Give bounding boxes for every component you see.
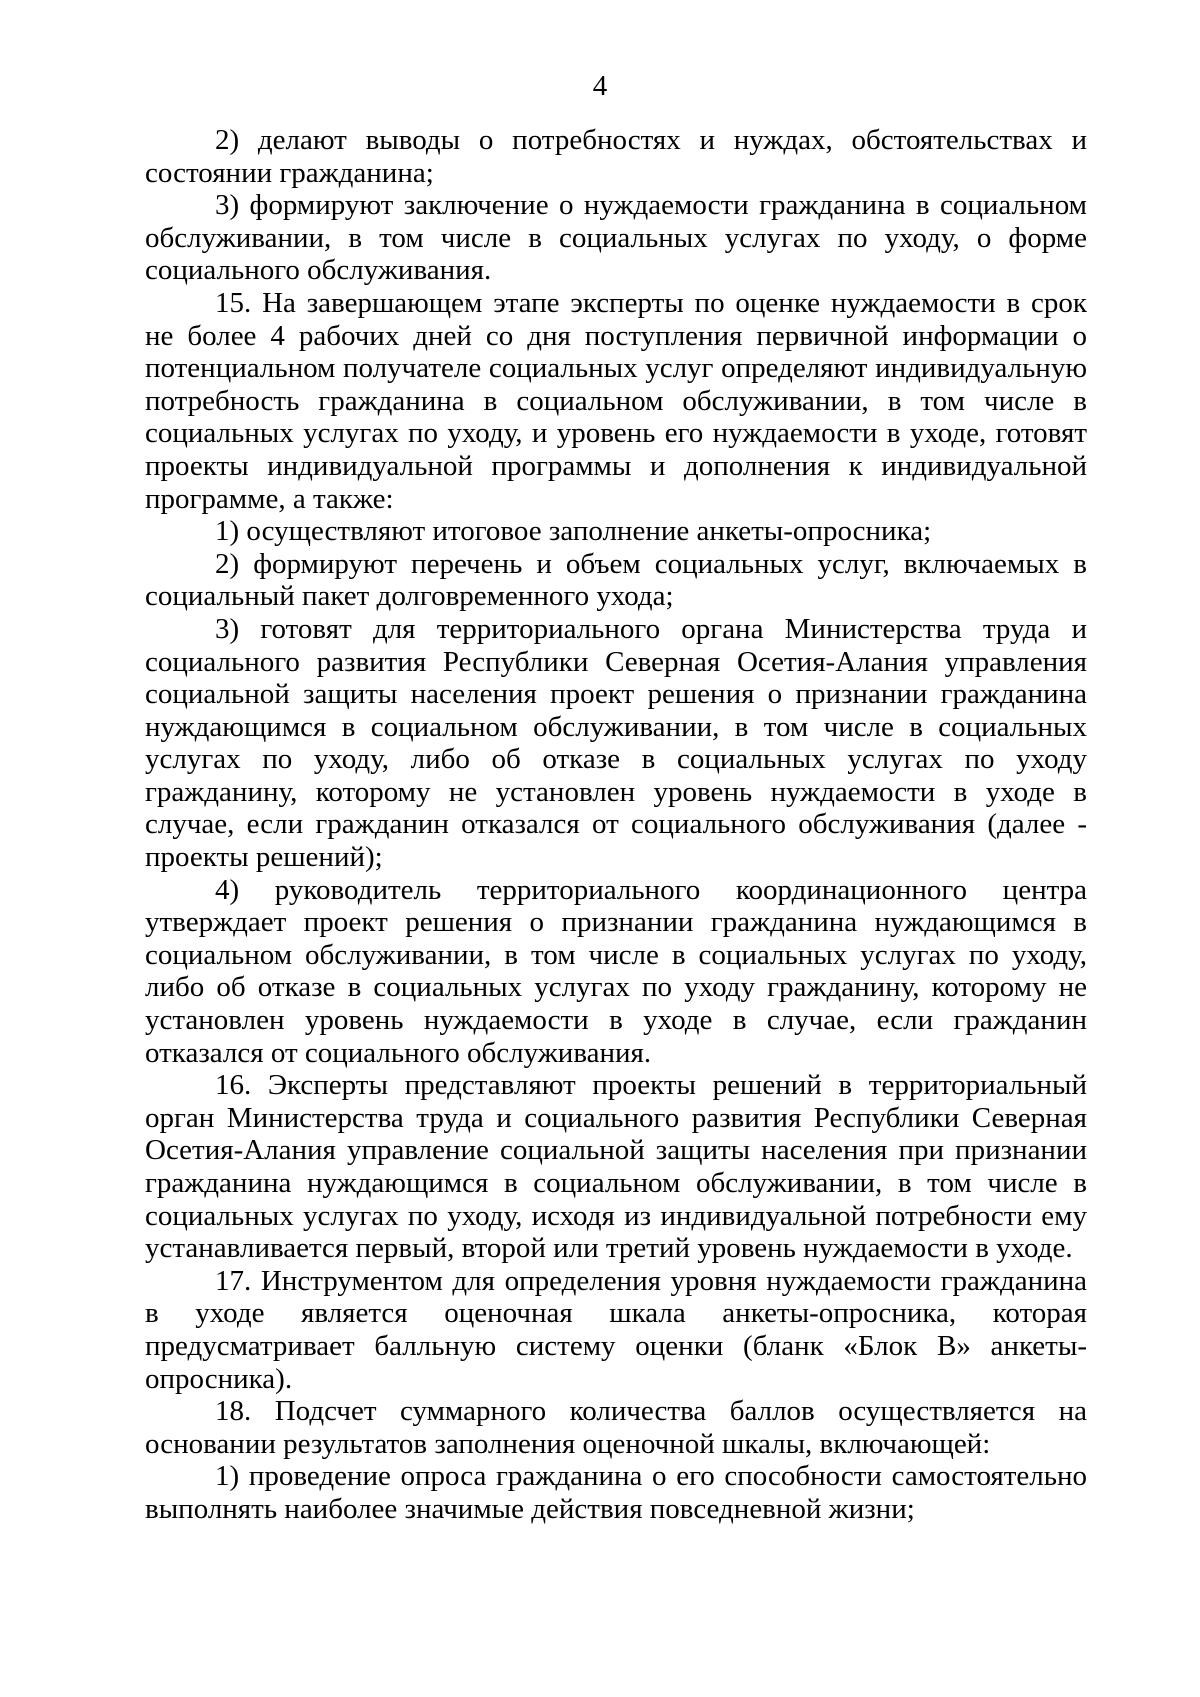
paragraph-clause-18-item-1: 1) проведение опроса гражданина о его способности самостоятельно выполнять наиболее значимые действия повседневной жизни; <box>145 1460 1087 1525</box>
page-number: 4 <box>592 70 608 102</box>
paragraph-clause-15-item-4: 4) руководитель территориального координационного центра утверждает проект решения о признании гражданина нуждающимся в социальном обслуживании, в том числе в социальных услугах по уходу, либо об отказе в социальных услугах по уходу гражданину, которому не установлен уровень нуждаемости в уходе в случае, если гражданин отказался от социального обслуживания. <box>145 873 1087 1069</box>
paragraph-clause-18: 18. Подсчет суммарного количества баллов осуществляется на основании результатов заполнения оценочной шкалы, включающей: <box>145 1395 1087 1460</box>
paragraph-clause-15-item-3: 3) готовят для территориального органа Министерства труда и социального развития Республики Северная Осетия-Алания управления социальной защиты населения проект решения о признании гражданина нуждающимся в социальном обслуживании, в том числе в социальных услугах по уходу, либо об отказе в социальных услугах по уходу гражданину, которому не установлен уровень нуждаемости в уходе в случае, если гражданин отказался от социального обслуживания (далее - проекты решений); <box>145 612 1087 874</box>
paragraph-item-3-need-conclusion: 3) формируют заключение о нуждаемости гражданина в социальном обслуживании, в том числе в социальных услугах по уходу, о форме социального обслуживания. <box>145 189 1087 287</box>
paragraph-clause-15-item-2: 2) формируют перечень и объем социальных услуг, включаемых в социальный пакет долговременного ухода; <box>145 547 1087 613</box>
paragraph-clause-17: 17. Инструментом для определения уровня нуждаемости гражданина в уходе является оценочная шкала анкеты-опросника, которая предусматривает балльную систему оценки (бланк «Блок В» анкеты-опросника). <box>145 1264 1087 1395</box>
paragraph-clause-15-item-1: 1) осуществляют итоговое заполнение анкеты-опросника; <box>215 515 932 548</box>
paragraph-clause-16: 16. Эксперты представляют проекты решений в территориальный орган Министерства труда и социального развития Республики Северная Осетия-Алания управление социальной защиты населения при признании гражданина нуждающимся в социальном обслуживании, в том числе в социальных услугах по уходу, исходя из индивидуальной потребности ему устанавливается первый, второй или третий уровень нуждаемости в уходе. <box>145 1069 1087 1265</box>
paragraph-item-2-conclusions: 2) делают выводы о потребностях и нуждах, обстоятельствах и состоянии гражданина; <box>145 124 1087 189</box>
paragraph-clause-15: 15. На завершающем этапе эксперты по оценке нуждаемости в срок не более 4 рабочих дней со дня поступления первичной информации о потенциальном получателе социальных услуг определяют индивидуальную потребность гражданина в социальном обслуживании, в том числе в социальных услугах по уходу, и уровень его нуждаемости в уходе, готовят проекты индивидуальной программы и дополнения к индивидуальной программе, а также: <box>145 286 1087 515</box>
document-body <box>145 124 1087 1526</box>
